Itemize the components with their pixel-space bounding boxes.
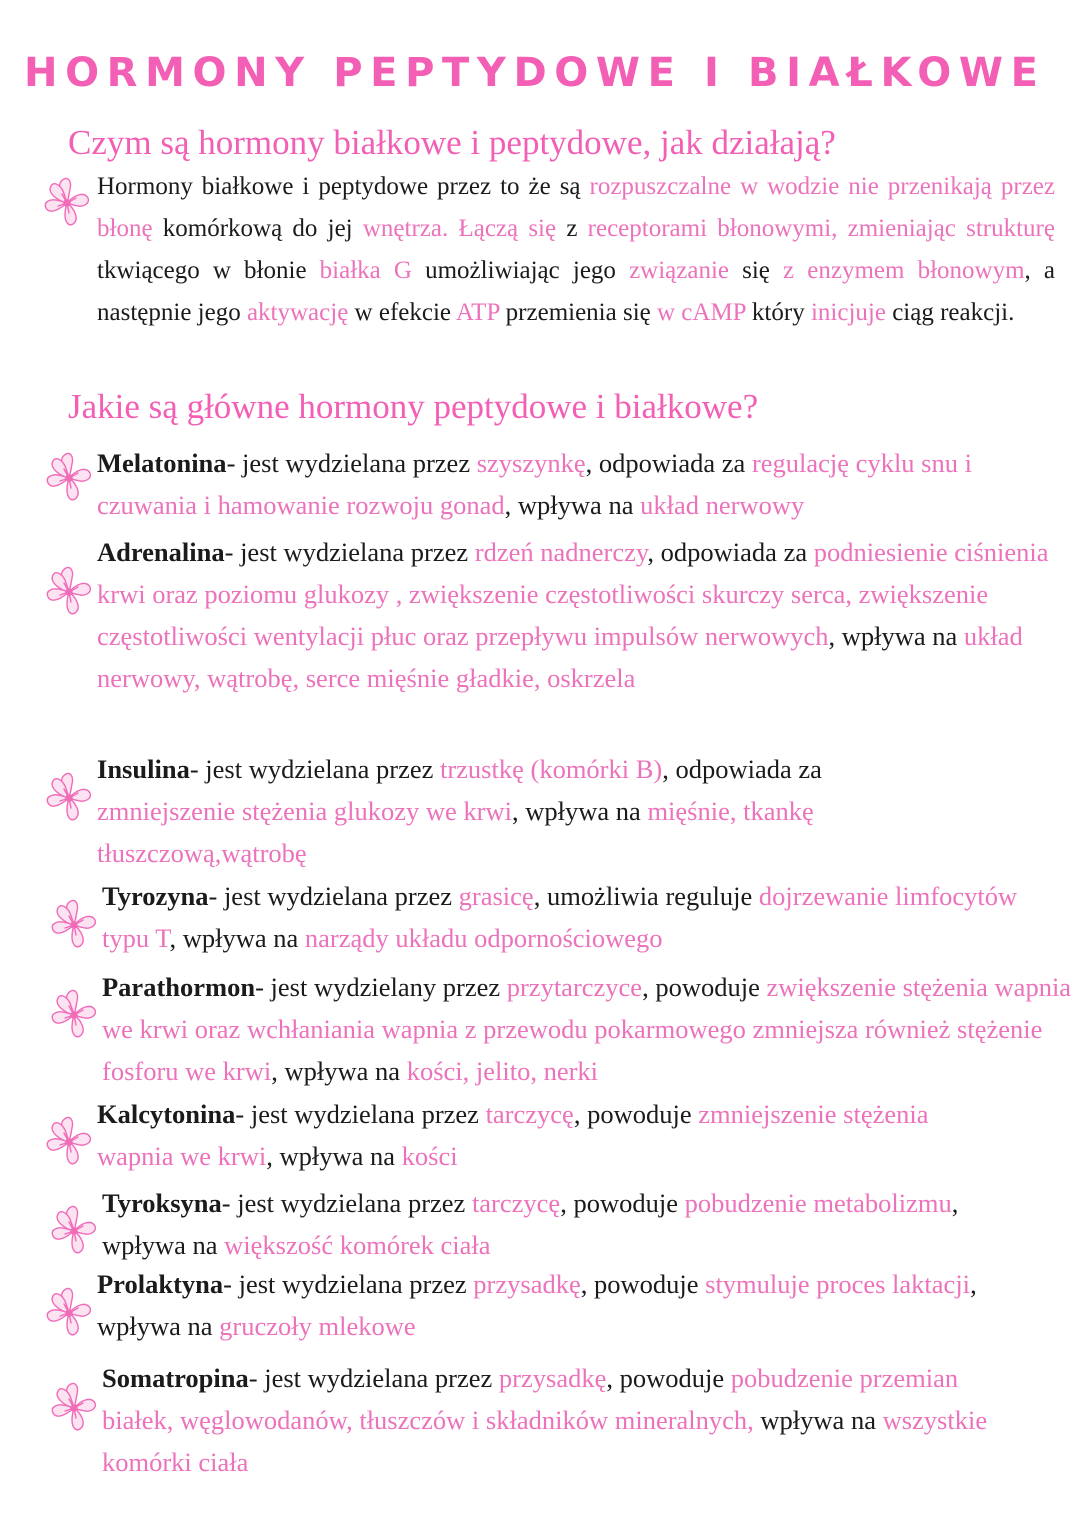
body-text: , wpływa na bbox=[102, 1188, 959, 1260]
body-text: Hormony białkowe i peptydowe przez to że są bbox=[97, 173, 590, 200]
highlighted-text: narządy układu odpornościowego bbox=[304, 923, 663, 953]
body-text: - jest wydzielana przez bbox=[224, 537, 475, 567]
highlighted-text: zmniejszenie stężenia glukozy we krwi bbox=[97, 796, 513, 826]
pink-flower-icon bbox=[45, 1201, 103, 1259]
body-text: , powoduje bbox=[560, 1188, 685, 1218]
highlighted-text: zwiększenie stężenia wapnia we krwi oraz wchłaniania wapnia z przewodu pokarmowego zmniejsza również stężenie fosforu we krwi bbox=[102, 972, 1072, 1086]
body-text: , umożliwia reguluje bbox=[533, 881, 759, 911]
body-text: - jest wydzielana przez bbox=[189, 754, 440, 784]
body-text: , wpływa na bbox=[271, 1056, 407, 1086]
hormone-name: Insulina bbox=[97, 754, 190, 784]
section1-heading: Czym są hormony białkowe i peptydowe, jak działają? bbox=[68, 123, 836, 162]
body-text: - jest wydzielana przez bbox=[208, 881, 459, 911]
body-text: się bbox=[729, 257, 784, 284]
hormone-entry-somatropina bbox=[102, 1357, 1002, 1483]
pink-flower-icon bbox=[40, 1283, 98, 1341]
highlighted-text: podniesienie ciśnienia krwi oraz poziomu glukozy , zwiększenie częstotliwości skurczy serca, zwiększenie częstotliwości wentylacji płuc oraz przepływu impulsów nerwowych bbox=[97, 537, 1049, 651]
body-text: , odpowiada za bbox=[585, 448, 752, 478]
highlighted-text: receptorami błonowymi, zmieniając strukturę bbox=[587, 215, 1055, 242]
body-text: z bbox=[556, 215, 588, 242]
hormone-name: Kalcytonina bbox=[97, 1099, 236, 1129]
highlighted-text: gruczoły mlekowe bbox=[219, 1311, 416, 1341]
body-text: który bbox=[745, 299, 811, 326]
highlighted-text: wszystkie komórki ciała bbox=[102, 1405, 988, 1477]
body-text: tkwiącego w błonie bbox=[97, 257, 320, 284]
highlighted-text: w cAMP bbox=[657, 299, 746, 326]
pink-flower-icon bbox=[40, 448, 98, 506]
pink-flower-icon bbox=[40, 1112, 98, 1170]
body-text: , wpływa na bbox=[266, 1141, 402, 1171]
body-text: ciąg reakcji. bbox=[885, 299, 1015, 326]
hormone-name: Tyroksyna bbox=[102, 1188, 222, 1218]
highlighted-text: białka G bbox=[319, 257, 412, 284]
body-text: , powoduje bbox=[573, 1099, 699, 1129]
highlighted-text: związanie bbox=[629, 257, 729, 284]
hormone-entry-prolaktyna bbox=[97, 1263, 1037, 1347]
hormone-name: Parathormon bbox=[102, 972, 256, 1002]
highlighted-text: przysadkę bbox=[498, 1363, 607, 1393]
body-text: , odpowiada za bbox=[647, 537, 814, 567]
highlighted-text: tarczycę bbox=[485, 1099, 574, 1129]
body-text: - jest wydzielana przez bbox=[248, 1363, 499, 1393]
highlighted-text: kości, jelito, nerki bbox=[406, 1056, 599, 1086]
body-text: , a następnie jego bbox=[97, 257, 1055, 326]
body-text: wpływa na bbox=[753, 1405, 883, 1435]
highlighted-text: rozpuszczalne w wodzie nie przenikają przez błonę bbox=[97, 173, 1055, 242]
hormone-name: Melatonina bbox=[97, 448, 227, 478]
highlighted-text: z enzymem błonowym bbox=[783, 257, 1025, 284]
page-title: HORMONY PEPTYDOWE I BIAŁKOWE bbox=[24, 50, 1046, 96]
highlighted-text: układ nerwowy, wątrobę, serce mięśnie gładkie, oskrzela bbox=[97, 621, 1023, 693]
hormone-entry-tyroksyna bbox=[102, 1182, 982, 1266]
hormone-entry-melatonina bbox=[97, 442, 1057, 526]
hormone-name: Adrenalina bbox=[97, 537, 225, 567]
highlighted-text: inicjuje bbox=[810, 299, 886, 326]
body-text: w efekcie bbox=[348, 299, 456, 326]
highlighted-text: przytarczyce bbox=[506, 972, 643, 1002]
highlighted-text: aktywację bbox=[246, 299, 349, 326]
pink-flower-icon bbox=[40, 768, 98, 826]
body-text: , wpływa na bbox=[512, 796, 648, 826]
section2-heading: Jakie są główne hormony peptydowe i białkowe? bbox=[68, 387, 759, 426]
body-text: , powoduje bbox=[606, 1363, 731, 1393]
highlighted-text: tarczycę bbox=[471, 1188, 561, 1218]
highlighted-text: dojrzewanie limfocytów typu T bbox=[102, 881, 1018, 953]
highlighted-text: zmniejszenie stężenia wapnia we krwi bbox=[97, 1099, 929, 1171]
body-text: , wpływa na bbox=[504, 490, 641, 520]
hormone-entry-parathormon bbox=[102, 966, 1072, 1092]
pink-flower-icon bbox=[40, 562, 98, 620]
body-text: przemienia się bbox=[499, 299, 657, 326]
hormone-entry-kalcytonina bbox=[97, 1093, 977, 1177]
highlighted-text: ATP bbox=[455, 299, 500, 326]
section1-paragraph bbox=[97, 166, 1055, 334]
pink-flower-icon bbox=[38, 173, 96, 231]
hormone-entry-insulina bbox=[97, 748, 957, 874]
highlighted-text: przysadkę bbox=[473, 1269, 581, 1299]
hormone-name: Tyrozyna bbox=[102, 881, 209, 911]
body-text: komórkową do jej bbox=[152, 215, 363, 242]
highlighted-text: większość komórek ciała bbox=[224, 1230, 491, 1260]
highlighted-text: trzustkę (komórki B) bbox=[439, 754, 663, 784]
highlighted-text: szyszynkę bbox=[476, 448, 586, 478]
body-text: , powoduje bbox=[580, 1269, 706, 1299]
body-text: - jest wydzielana przez bbox=[235, 1099, 486, 1129]
pink-flower-icon bbox=[45, 985, 103, 1043]
highlighted-text: stymuluje proces laktacji bbox=[705, 1269, 971, 1299]
highlighted-text: pobudzenie metabolizmu bbox=[684, 1188, 952, 1218]
body-text: umożliwiając jego bbox=[411, 257, 630, 284]
highlighted-text: układ nerwowy bbox=[640, 490, 805, 520]
highlighted-text: mięśnie, tkankę tłuszczową,wątrobę bbox=[97, 796, 814, 868]
hormone-entry-tyrozyna bbox=[102, 875, 1042, 959]
body-text: , wpływa na bbox=[828, 621, 964, 651]
pink-flower-icon bbox=[45, 1378, 103, 1436]
highlighted-text: regulację cyklu snu i czuwania i hamowanie rozwoju gonad bbox=[97, 448, 972, 520]
highlighted-text: pobudzenie przemian białek, węglowodanów, tłuszczów i składników mineralnych, bbox=[102, 1363, 959, 1435]
highlighted-text: wnętrza. Łączą się bbox=[362, 215, 557, 242]
hormone-entry-adrenalina bbox=[97, 531, 1057, 699]
body-text: , wpływa na bbox=[97, 1269, 977, 1341]
body-text: , powoduje bbox=[642, 972, 767, 1002]
body-text: - jest wydzielana przez bbox=[221, 1188, 472, 1218]
pink-flower-icon bbox=[45, 895, 103, 953]
hormone-name: Somatropina bbox=[102, 1363, 249, 1393]
body-text: - jest wydzielana przez bbox=[223, 1269, 474, 1299]
body-text: - jest wydzielana przez bbox=[226, 448, 477, 478]
body-text: - jest wydzielany przez bbox=[255, 972, 507, 1002]
body-text: , odpowiada za bbox=[662, 754, 822, 784]
highlighted-text: kości bbox=[401, 1141, 458, 1171]
highlighted-text: rdzeń nadnerczy bbox=[474, 537, 648, 567]
highlighted-text: grasicę bbox=[458, 881, 534, 911]
hormone-name: Prolaktyna bbox=[97, 1269, 224, 1299]
body-text: , wpływa na bbox=[169, 923, 305, 953]
